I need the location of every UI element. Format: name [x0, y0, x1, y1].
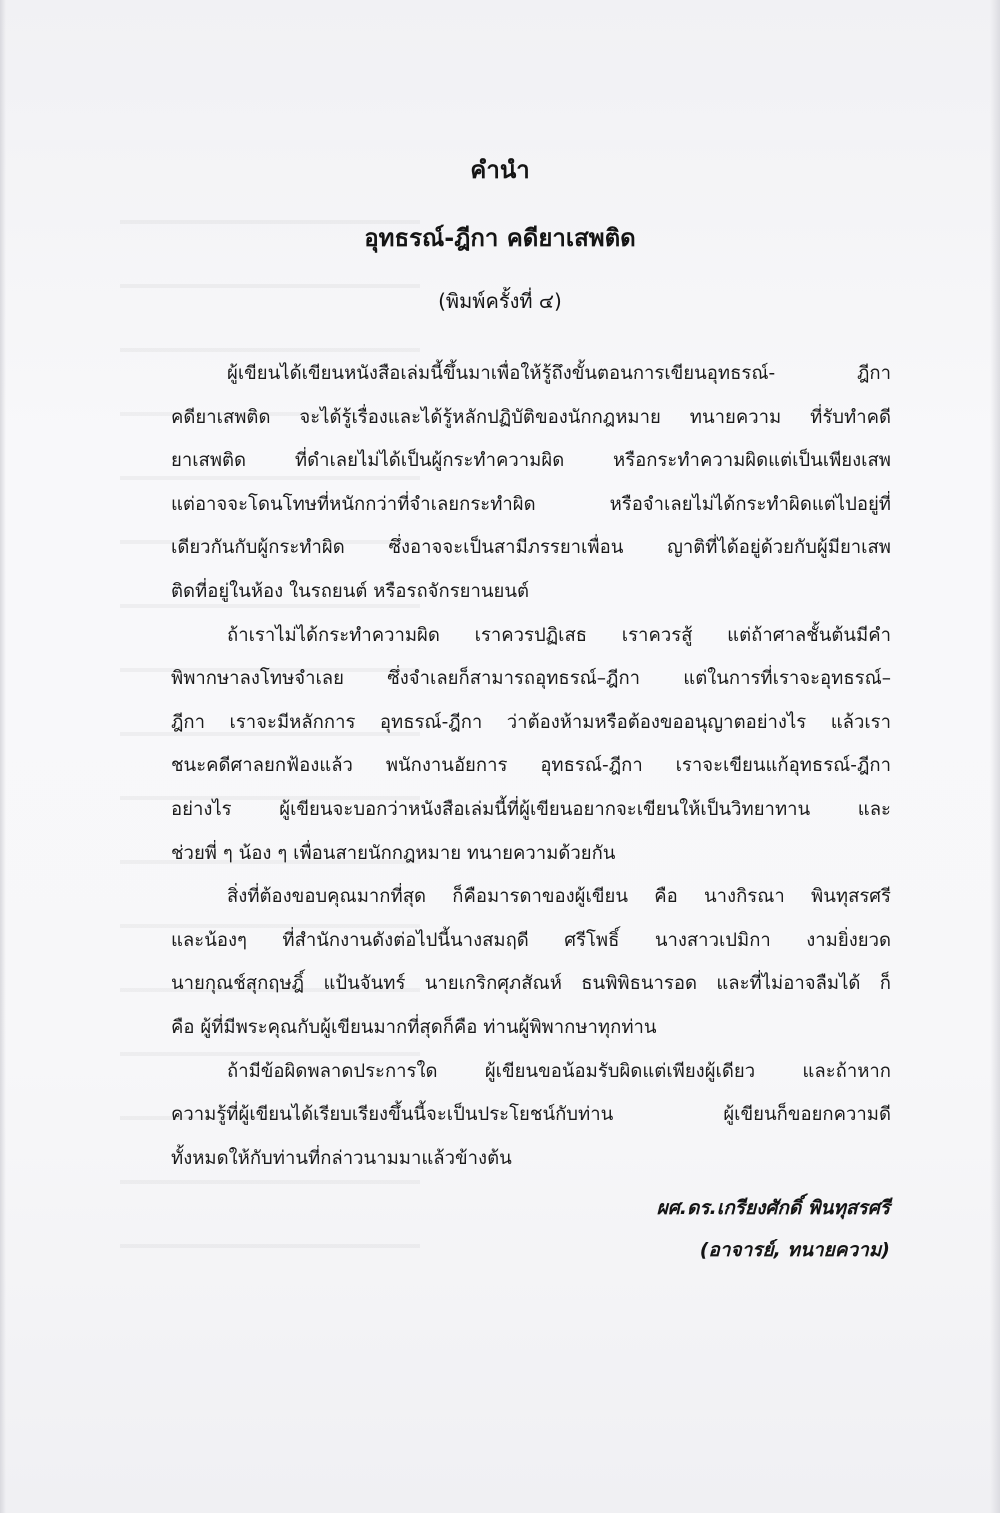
paragraph — [171, 875, 891, 1049]
paragraph — [171, 352, 891, 614]
paragraph-line: ความรู้ที่ผู้เขียนได้เรียบเรียงขึ้นนี้จะเป็นประโยชน์กับท่าน ผู้เขียนก็ขอยกความดี — [171, 1104, 891, 1126]
book-title: อุทธรณ์-ฎีกา คดียาเสพติด — [364, 224, 636, 252]
paragraph-line: สิ่งที่ต้องขอบคุณมากที่สุด ก็คือมารดาของผู้เขียน คือ นางกิรณา พินทุสรศรี — [227, 886, 891, 908]
paragraph-line: ฎีกา เราจะมีหลักการ อุทธรณ์-ฎีกา ว่าต้องห้ามหรือต้องขออนุญาตอย่างไร แล้วเรา — [171, 711, 891, 733]
paragraph — [171, 614, 891, 876]
edition-label: (พิมพ์ครั้งที่ ๔) — [438, 289, 562, 313]
paragraph-line: ยาเสพติด ที่ดำเลยไม่ได้เป็นผู้กระทำความผิด หรือกระทำความผิดแต่เป็นเพียงเสพ — [171, 450, 891, 472]
paragraph-line: นายกุณช์สุกฤษฎิ์ แป้นจันทร์ นายเกริกศุภสัณห์ ธนพิพิธนารอด และที่ไม่อาจลืมได้ ก็ — [171, 973, 891, 995]
paragraph-line: ถ้ามีข้อผิดพลาดประการใด ผู้เขียนขอน้อมรับผิดแต่เพียงผู้เดียว และถ้าหาก — [227, 1060, 891, 1082]
paragraph-line: อย่างไร ผู้เขียนจะบอกว่าหนังสือเล่มนี้ที่ผู้เขียนอยากจะเขียนให้เป็นวิทยาทาน และ — [171, 798, 891, 820]
paragraph-line: และน้องๆ ที่สำนักงานดังต่อไปนี้นางสมฤดี ศรีโพธิ์ นางสาวเปมิกา งามยิ่งยวด — [171, 929, 891, 951]
paragraph-line: คดียาเสพติด จะได้รู้เรื่องและได้รู้หลักปฏิบัติของนักกฎหมาย ทนายความ ที่รับทำคดี — [171, 406, 891, 428]
paragraph — [171, 1050, 891, 1181]
paragraph-line: ทั้งหมดให้กับท่านที่กล่าวนามมาแล้วข้างต้น — [171, 1147, 512, 1169]
author-name: ผศ.ดร.เกรียงศักดิ์ พินทุสรศรี — [656, 1197, 890, 1219]
signature-block — [657, 1188, 890, 1270]
paragraph-line: ช่วยพี่ ๆ น้อง ๆ เพื่อนสายนักกฎหมาย ทนายความด้วยกัน — [171, 842, 616, 864]
header — [0, 150, 1000, 318]
page-title: คำนำ — [470, 156, 530, 184]
paragraph-line: ชนะคดีศาลยกฟ้องแล้ว พนักงานอัยการ อุทธรณ์-ฎีกา เราจะเขียนแก้อุทธรณ์-ฎีกา — [171, 755, 891, 777]
paragraph-line: เดียวกันกับผู้กระทำผิด ซึ่งอาจจะเป็นสามีภรรยาเพื่อน ญาติที่ได้อยู่ด้วยกับผู้มียาเสพ — [171, 537, 891, 559]
paragraph-line: คือ ผู้ที่มีพระคุณกับผู้เขียนมากที่สุดก็คือ ท่านผู้พิพากษาทุกท่าน — [171, 1016, 657, 1038]
paragraph-line: ผู้เขียนได้เขียนหนังสือเล่มนี้ขึ้นมาเพื่อให้รู้ถึงขั้นตอนการเขียนอุทธรณ์- ฎีกา — [227, 363, 891, 384]
paragraph-line: พิพากษาลงโทษจำเลย ซึ่งจำเลยก็สามารถอุทธรณ์–ฎีกา แต่ในการที่เราจะอุทธรณ์– — [171, 668, 891, 690]
paragraph-line: ติดที่อยู่ในห้อง ในรถยนต์ หรือรถจักรยานยนต์ — [171, 580, 530, 602]
author-role: (อาจารย์, ทนายความ) — [699, 1239, 890, 1261]
paragraph-line: ถ้าเราไม่ได้กระทำความผิด เราควรปฏิเสธ เราควรสู้ แต่ถ้าศาลชั้นต้นมีคำ — [227, 624, 891, 646]
paragraph-line: แต่อาจจะโดนโทษที่หนักกว่าที่จำเลยกระทำผิด หรือจำเลยไม่ได้กระทำผิดแต่ไปอยู่ที่ — [171, 493, 891, 515]
preface-body — [171, 352, 891, 1180]
